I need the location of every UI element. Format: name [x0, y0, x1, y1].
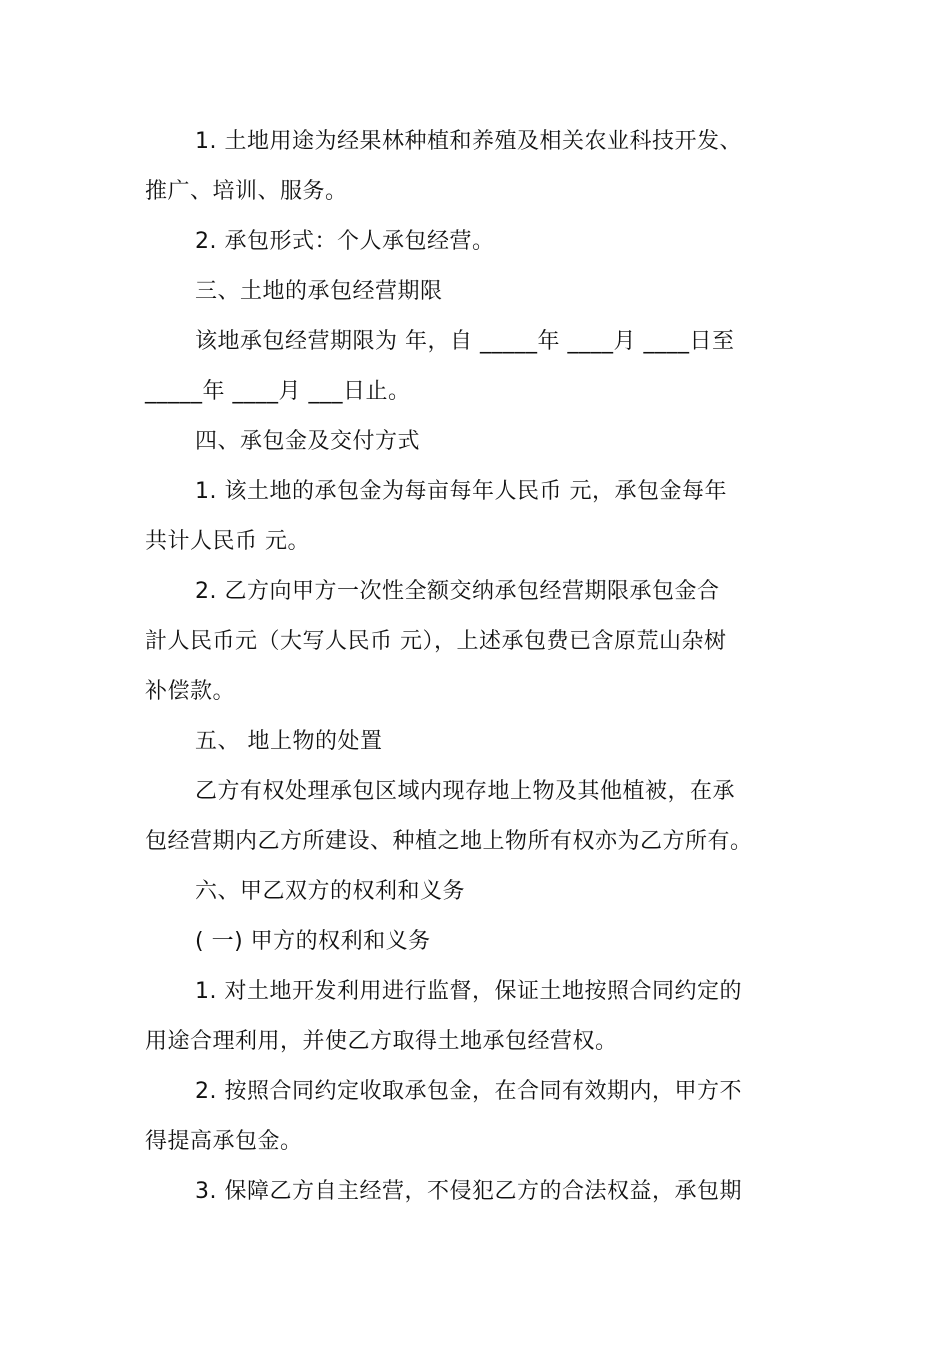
- paragraph-lump-sum-end: 补偿款。: [145, 679, 236, 704]
- paragraph-land-use-cont: 推广、培训、服务。: [145, 179, 348, 204]
- section-heading-rights: 六、甲乙双方的权利和义务: [195, 879, 466, 904]
- subsection-heading-party-a: ( 一) 甲方的权利和义务: [195, 929, 431, 954]
- paragraph-term: 该地承包经营期限为 年，自 _____年 ____月 ____日至: [195, 329, 735, 354]
- paragraph-supervision: 1. 对土地开发利用进行监督，保证土地按照合同约定的: [195, 979, 742, 1004]
- paragraph-lump-sum-cont: 計人民币元（大写人民币 元），上述承包费已含原荒山杂树: [145, 629, 727, 654]
- paragraph-contract-form: 2. 承包形式：个人承包经营。: [195, 229, 495, 254]
- paragraph-rent-cont: 共计人民币 元。: [145, 529, 310, 554]
- paragraph-collect-rent: 2. 按照合同约定收取承包金，在合同有效期内，甲方不: [195, 1079, 742, 1104]
- section-heading-ground-objects: 五、 地上物的处置: [195, 729, 383, 754]
- paragraph-supervision-cont: 用途合理利用，并使乙方取得土地承包经营权。: [145, 1029, 618, 1054]
- paragraph-ground-objects-cont: 包经营期内乙方所建设、种植之地上物所有权亦为乙方所有。: [145, 829, 753, 854]
- paragraph-collect-rent-cont: 得提高承包金。: [145, 1129, 303, 1154]
- paragraph-ground-objects: 乙方有权处理承包区域内现存地上物及其他植被，在承: [195, 779, 736, 804]
- paragraph-land-use: 1. 土地用途为经果林种植和养殖及相关农业科技开发、: [195, 129, 742, 154]
- paragraph-lump-sum: 2. 乙方向甲方一次性全额交纳承包经营期限承包金合: [195, 579, 720, 604]
- paragraph-term-cont: _____年 ____月 ___日止。: [145, 379, 411, 404]
- section-heading-term: 三、土地的承包经营期限: [195, 279, 443, 304]
- section-heading-payment: 四、承包金及交付方式: [195, 429, 421, 454]
- paragraph-rent: 1. 该土地的承包金为每亩每年人民币 元，承包金每年: [195, 479, 727, 504]
- paragraph-guarantee: 3. 保障乙方自主经营，不侵犯乙方的合法权益，承包期: [195, 1179, 742, 1204]
